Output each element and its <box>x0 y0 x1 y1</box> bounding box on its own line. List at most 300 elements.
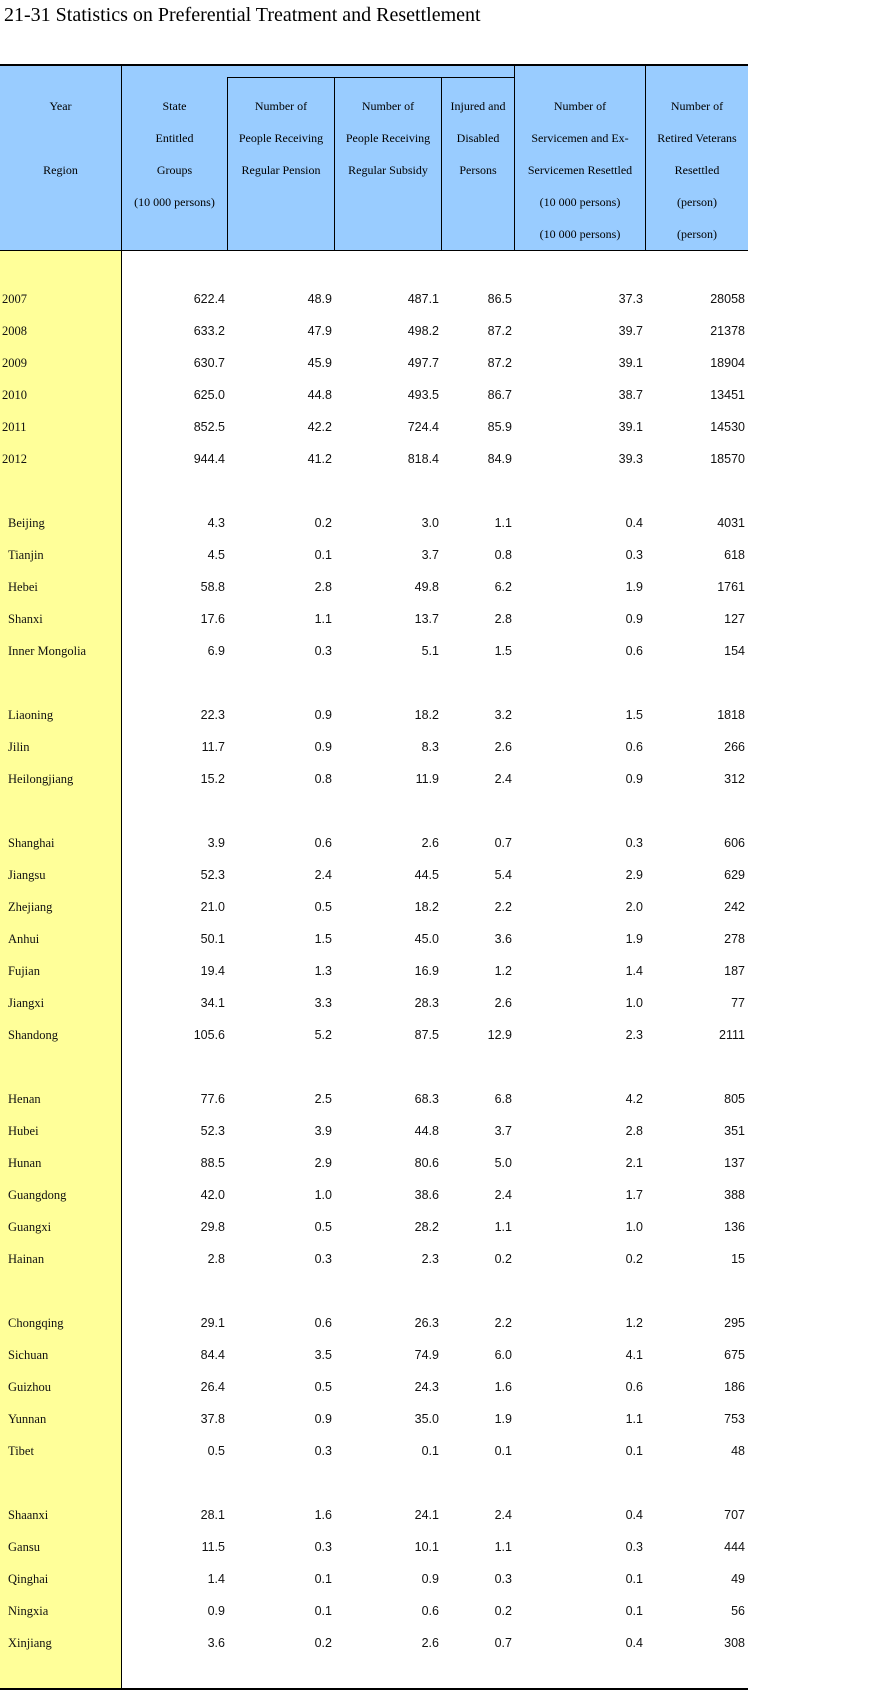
value-cell: 5.1 <box>421 644 439 658</box>
value-cell: 4.3 <box>207 516 225 530</box>
region-cell: Sichuan <box>8 1348 49 1362</box>
year-cell: 2009 <box>2 356 27 370</box>
value-cell: 0.9 <box>421 1572 439 1586</box>
value-cell: 2.8 <box>314 580 332 594</box>
value-cell: 11.9 <box>415 772 439 786</box>
value-cell: 1.1 <box>494 516 512 530</box>
page-title: 21-31 Statistics on Preferential Treatment and Resettlement <box>4 4 481 26</box>
table-row <box>0 539 748 571</box>
value-cell: 39.7 <box>618 324 643 338</box>
value-cell: 0.2 <box>314 1636 332 1650</box>
value-cell: 388 <box>724 1188 745 1202</box>
value-cell: 4.1 <box>625 1348 643 1362</box>
value-cell: 3.6 <box>207 1636 225 1650</box>
value-cell: 86.7 <box>487 388 512 402</box>
value-cell: 0.3 <box>494 1572 512 1586</box>
value-cell: 49.8 <box>414 580 439 594</box>
header-servicemen-resettled: Number of Servicemen and Ex- Servicemen Resettled (10 000 persons) (10 000 persons) <box>527 99 633 241</box>
table-row <box>0 1371 748 1403</box>
value-cell: 41.2 <box>307 452 332 466</box>
region-cell: Inner Mongolia <box>8 644 87 658</box>
header-bottom-rule <box>0 250 748 251</box>
value-cell: 0.4 <box>625 516 643 530</box>
value-cell: 88.5 <box>200 1156 225 1170</box>
region-cell: Beijing <box>8 516 45 530</box>
year-cell: 2008 <box>2 324 27 338</box>
value-cell: 0.5 <box>207 1444 225 1458</box>
region-cell: Hebei <box>8 580 38 594</box>
value-cell: 52.3 <box>200 868 225 882</box>
value-cell: 805 <box>724 1092 745 1106</box>
value-cell: 753 <box>724 1412 745 1426</box>
region-cell: Ningxia <box>8 1604 49 1618</box>
value-cell: 0.1 <box>625 1444 643 1458</box>
table-row <box>0 859 748 891</box>
region-cell: Qinghai <box>8 1572 49 1586</box>
value-cell: 26.4 <box>200 1380 225 1394</box>
value-cell: 2.1 <box>625 1156 643 1170</box>
table-row <box>0 827 748 859</box>
value-cell: 39.1 <box>618 356 643 370</box>
value-cell: 0.3 <box>625 548 643 562</box>
region-cell: Tibet <box>8 1444 34 1458</box>
region-cell: Hunan <box>8 1156 42 1170</box>
value-cell: 1.6 <box>494 1380 512 1394</box>
subheader-rule <box>227 77 515 78</box>
table-row <box>0 571 748 603</box>
value-cell: 0.3 <box>625 1540 643 1554</box>
value-cell: 0.6 <box>314 1316 332 1330</box>
region-cell: Chongqing <box>8 1316 64 1330</box>
value-cell: 1.5 <box>625 708 643 722</box>
value-cell: 3.9 <box>314 1124 332 1138</box>
value-cell: 2.6 <box>494 996 512 1010</box>
value-cell: 42.0 <box>200 1188 225 1202</box>
value-cell: 308 <box>724 1636 745 1650</box>
value-cell: 2.8 <box>494 612 512 626</box>
value-cell: 85.9 <box>487 420 512 434</box>
value-cell: 0.1 <box>625 1572 643 1586</box>
value-cell: 707 <box>724 1508 745 1522</box>
region-cell: Xinjiang <box>8 1636 52 1650</box>
value-cell: 39.1 <box>618 420 643 434</box>
value-cell: 0.3 <box>314 1444 332 1458</box>
value-cell: 187 <box>724 964 745 978</box>
region-cell: Zhejiang <box>8 900 53 914</box>
year-cell: 2007 <box>2 292 27 306</box>
table-row <box>0 699 748 731</box>
value-cell: 242 <box>724 900 745 914</box>
value-cell: 2.4 <box>494 1188 512 1202</box>
value-cell: 29.1 <box>200 1316 225 1330</box>
value-cell: 87.2 <box>487 356 512 370</box>
value-cell: 606 <box>724 836 745 850</box>
value-cell: 633.2 <box>193 324 225 338</box>
value-cell: 2.2 <box>494 1316 512 1330</box>
value-cell: 50.1 <box>200 932 225 946</box>
value-cell: 1.4 <box>207 1572 225 1586</box>
value-cell: 2.2 <box>494 900 512 914</box>
value-cell: 444 <box>724 1540 745 1554</box>
value-cell: 0.9 <box>314 1412 332 1426</box>
value-cell: 0.2 <box>494 1252 512 1266</box>
value-cell: 622.4 <box>193 292 225 306</box>
value-cell: 4.5 <box>207 548 225 562</box>
value-cell: 11.5 <box>201 1540 225 1554</box>
table-row <box>0 1019 748 1051</box>
value-cell: 87.2 <box>487 324 512 338</box>
value-cell: 11.7 <box>201 740 225 754</box>
header-retired-veterans: Number of Retired Veterans Resettled (person) (person) <box>657 99 737 241</box>
value-cell: 1.5 <box>494 644 512 658</box>
table-row <box>0 763 748 795</box>
value-cell: 3.0 <box>421 516 439 530</box>
table-row <box>0 1403 748 1435</box>
value-cell: 0.3 <box>625 836 643 850</box>
header-regular-subsidy: Number of People Receiving Regular Subsidy <box>345 99 431 177</box>
value-cell: 852.5 <box>193 420 225 434</box>
value-cell: 675 <box>724 1348 745 1362</box>
table-row <box>0 1435 748 1467</box>
value-cell: 87.5 <box>414 1028 439 1042</box>
value-cell: 28.3 <box>414 996 439 1010</box>
value-cell: 3.7 <box>421 548 439 562</box>
value-cell: 2.6 <box>421 1636 439 1650</box>
table-row <box>0 1211 748 1243</box>
year-cell: 2011 <box>2 420 27 434</box>
region-cell: Shandong <box>8 1028 58 1042</box>
table-row <box>0 1627 748 1659</box>
value-cell: 38.7 <box>618 388 643 402</box>
region-cell: Shanxi <box>8 612 43 626</box>
region-cell: Heilongjiang <box>8 772 74 786</box>
value-cell: 15.2 <box>200 772 225 786</box>
value-cell: 154 <box>724 644 745 658</box>
header-top-rule <box>0 64 748 66</box>
value-cell: 10.1 <box>414 1540 439 1554</box>
region-cell: Jilin <box>8 740 30 754</box>
value-cell: 0.7 <box>494 836 512 850</box>
region-cell: Fujian <box>8 964 40 978</box>
value-cell: 3.9 <box>207 836 225 850</box>
value-cell: 1.4 <box>625 964 643 978</box>
table-row <box>0 347 748 379</box>
table-row <box>0 1563 748 1595</box>
value-cell: 127 <box>724 612 745 626</box>
table-row <box>0 379 748 411</box>
value-cell: 0.3 <box>314 1252 332 1266</box>
value-cell: 3.5 <box>314 1348 332 1362</box>
table-row <box>0 891 748 923</box>
value-cell: 2.5 <box>314 1092 332 1106</box>
value-cell: 1.9 <box>625 932 643 946</box>
value-cell: 1.7 <box>625 1188 643 1202</box>
value-cell: 4031 <box>717 516 745 530</box>
region-cell: Hubei <box>8 1124 39 1138</box>
value-cell: 21.0 <box>200 900 225 914</box>
value-cell: 58.8 <box>200 580 225 594</box>
value-cell: 0.2 <box>314 516 332 530</box>
table-row <box>0 635 748 667</box>
region-cell: Guizhou <box>8 1380 52 1394</box>
value-cell: 84.4 <box>200 1348 225 1362</box>
value-cell: 0.9 <box>207 1604 225 1618</box>
value-cell: 2.4 <box>494 1508 512 1522</box>
value-cell: 86.5 <box>487 292 512 306</box>
region-cell: Henan <box>8 1092 41 1106</box>
value-cell: 77 <box>731 996 745 1010</box>
table-row <box>0 1115 748 1147</box>
value-cell: 2.3 <box>421 1252 439 1266</box>
value-cell: 18.2 <box>414 900 439 914</box>
header-state-entitled-groups: State Entitled Groups (10 000 persons) <box>134 99 215 209</box>
value-cell: 2.4 <box>314 868 332 882</box>
value-cell: 6.2 <box>494 580 512 594</box>
value-cell: 0.6 <box>314 836 332 850</box>
table-row <box>0 1499 748 1531</box>
value-cell: 0.9 <box>625 612 643 626</box>
value-cell: 1.3 <box>314 964 332 978</box>
value-cell: 1.1 <box>314 612 332 626</box>
value-cell: 39.3 <box>618 452 643 466</box>
value-cell: 28058 <box>710 292 745 306</box>
table-row <box>0 1339 748 1371</box>
table-row <box>0 1531 748 1563</box>
value-cell: 1.9 <box>494 1412 512 1426</box>
value-cell: 8.3 <box>421 740 439 754</box>
value-cell: 14530 <box>710 420 745 434</box>
value-cell: 48.9 <box>307 292 332 306</box>
value-cell: 0.1 <box>314 548 332 562</box>
value-cell: 1.0 <box>625 1220 643 1234</box>
value-cell: 0.8 <box>494 548 512 562</box>
value-cell: 2.3 <box>625 1028 643 1042</box>
region-cell: Hainan <box>8 1252 45 1266</box>
table-row <box>0 987 748 1019</box>
value-cell: 295 <box>724 1316 745 1330</box>
region-cell: Jiangsu <box>8 868 46 882</box>
value-cell: 1.1 <box>494 1540 512 1554</box>
value-cell: 74.9 <box>414 1348 439 1362</box>
statistics-table <box>0 64 748 1690</box>
value-cell: 18904 <box>710 356 745 370</box>
table-row <box>0 315 748 347</box>
region-cell: Guangxi <box>8 1220 52 1234</box>
value-cell: 0.3 <box>314 1540 332 1554</box>
value-cell: 2.6 <box>421 836 439 850</box>
table-row <box>0 731 748 763</box>
value-cell: 3.6 <box>494 932 512 946</box>
value-cell: 6.0 <box>494 1348 512 1362</box>
value-cell: 26.3 <box>414 1316 439 1330</box>
value-cell: 19.4 <box>200 964 225 978</box>
table-row <box>0 283 748 315</box>
value-cell: 1.2 <box>625 1316 643 1330</box>
value-cell: 22.3 <box>200 708 225 722</box>
table-row <box>0 923 748 955</box>
value-cell: 0.4 <box>625 1508 643 1522</box>
value-cell: 18570 <box>710 452 745 466</box>
value-cell: 1.2 <box>494 964 512 978</box>
value-cell: 136 <box>724 1220 745 1234</box>
value-cell: 1761 <box>717 580 745 594</box>
table-row <box>0 603 748 635</box>
value-cell: 45.9 <box>307 356 332 370</box>
value-cell: 6.8 <box>494 1092 512 1106</box>
value-cell: 498.2 <box>407 324 439 338</box>
region-cell: Shanghai <box>8 836 55 850</box>
value-cell: 5.0 <box>494 1156 512 1170</box>
value-cell: 49 <box>731 1572 745 1586</box>
value-cell: 0.7 <box>494 1636 512 1650</box>
value-cell: 105.6 <box>193 1028 225 1042</box>
value-cell: 629 <box>724 868 745 882</box>
value-cell: 44.8 <box>307 388 332 402</box>
value-cell: 13451 <box>710 388 745 402</box>
value-cell: 0.6 <box>421 1604 439 1618</box>
value-cell: 0.6 <box>625 1380 643 1394</box>
value-cell: 84.9 <box>487 452 512 466</box>
value-cell: 0.5 <box>314 1380 332 1394</box>
value-cell: 21378 <box>710 324 745 338</box>
table-row <box>0 1179 748 1211</box>
value-cell: 2.4 <box>494 772 512 786</box>
value-cell: 0.1 <box>494 1444 512 1458</box>
value-cell: 137 <box>724 1156 745 1170</box>
header-injured-disabled: Injured and Disabled Persons <box>450 99 506 177</box>
region-cell: Liaoning <box>8 708 54 722</box>
value-cell: 37.8 <box>200 1412 225 1426</box>
value-cell: 493.5 <box>407 388 439 402</box>
value-cell: 1.6 <box>314 1508 332 1522</box>
value-cell: 2.9 <box>314 1156 332 1170</box>
value-cell: 0.1 <box>421 1444 439 1458</box>
value-cell: 24.3 <box>414 1380 439 1394</box>
value-cell: 42.2 <box>307 420 332 434</box>
value-cell: 5.4 <box>494 868 512 882</box>
table-row <box>0 1307 748 1339</box>
value-cell: 38.6 <box>414 1188 439 1202</box>
value-cell: 24.1 <box>414 1508 439 1522</box>
value-cell: 0.4 <box>625 1636 643 1650</box>
value-cell: 4.2 <box>625 1092 643 1106</box>
value-cell: 1.0 <box>314 1188 332 1202</box>
value-cell: 16.9 <box>414 964 439 978</box>
value-cell: 28.1 <box>200 1508 225 1522</box>
value-cell: 0.2 <box>625 1252 643 1266</box>
value-cell: 29.8 <box>200 1220 225 1234</box>
value-cell: 3.7 <box>494 1124 512 1138</box>
region-cell: Gansu <box>8 1540 40 1554</box>
region-cell: Shaanxi <box>8 1508 49 1522</box>
value-cell: 0.6 <box>625 644 643 658</box>
value-cell: 52.3 <box>200 1124 225 1138</box>
value-cell: 944.4 <box>193 452 225 466</box>
value-cell: 618 <box>724 548 745 562</box>
value-cell: 35.0 <box>414 1412 439 1426</box>
table-bottom-rule <box>0 1688 748 1690</box>
value-cell: 68.3 <box>414 1092 439 1106</box>
value-cell: 3.3 <box>314 996 332 1010</box>
value-cell: 1.5 <box>314 932 332 946</box>
value-cell: 80.6 <box>414 1156 439 1170</box>
value-cell: 625.0 <box>193 388 225 402</box>
value-cell: 1.9 <box>625 580 643 594</box>
value-cell: 0.1 <box>314 1604 332 1618</box>
value-cell: 2111 <box>719 1028 745 1042</box>
value-cell: 3.2 <box>494 708 512 722</box>
value-cell: 44.5 <box>414 868 439 882</box>
value-cell: 312 <box>724 772 745 786</box>
value-cell: 0.2 <box>494 1604 512 1618</box>
region-cell: Guangdong <box>8 1188 67 1202</box>
value-cell: 1818 <box>717 708 745 722</box>
value-cell: 278 <box>724 932 745 946</box>
value-cell: 77.6 <box>200 1092 225 1106</box>
value-cell: 0.9 <box>314 740 332 754</box>
value-cell: 351 <box>724 1124 745 1138</box>
table-row <box>0 1243 748 1275</box>
table-row <box>0 507 748 539</box>
value-cell: 0.6 <box>625 740 643 754</box>
value-cell: 18.2 <box>414 708 439 722</box>
value-cell: 0.1 <box>314 1572 332 1586</box>
region-cell: Yunnan <box>8 1412 47 1426</box>
table-row <box>0 955 748 987</box>
value-cell: 45.0 <box>414 932 439 946</box>
table-row <box>0 1083 748 1115</box>
value-cell: 487.1 <box>407 292 439 306</box>
value-cell: 1.1 <box>494 1220 512 1234</box>
value-cell: 497.7 <box>407 356 439 370</box>
value-cell: 17.6 <box>200 612 225 626</box>
region-cell: Tianjin <box>8 548 44 562</box>
table-row <box>0 443 748 475</box>
year-cell: 2010 <box>2 388 27 402</box>
value-cell: 34.1 <box>200 996 225 1010</box>
region-cell: Anhui <box>8 932 40 946</box>
value-cell: 1.1 <box>625 1412 643 1426</box>
value-cell: 56 <box>731 1604 745 1618</box>
value-cell: 13.7 <box>414 612 439 626</box>
value-cell: 2.6 <box>494 740 512 754</box>
value-cell: 0.5 <box>314 1220 332 1234</box>
value-cell: 47.9 <box>307 324 332 338</box>
value-cell: 15 <box>731 1252 745 1266</box>
value-cell: 2.9 <box>625 868 643 882</box>
value-cell: 0.8 <box>314 772 332 786</box>
table-row <box>0 411 748 443</box>
value-cell: 2.8 <box>625 1124 643 1138</box>
value-cell: 266 <box>724 740 745 754</box>
value-cell: 1.0 <box>625 996 643 1010</box>
value-cell: 0.9 <box>314 708 332 722</box>
value-cell: 44.8 <box>414 1124 439 1138</box>
value-cell: 48 <box>731 1444 745 1458</box>
value-cell: 2.8 <box>207 1252 225 1266</box>
value-cell: 37.3 <box>618 292 643 306</box>
value-cell: 28.2 <box>414 1220 439 1234</box>
value-cell: 630.7 <box>193 356 225 370</box>
value-cell: 186 <box>724 1380 745 1394</box>
header-regular-pension: Number of People Receiving Regular Pension <box>238 99 324 177</box>
table-row <box>0 1595 748 1627</box>
value-cell: 0.1 <box>625 1604 643 1618</box>
value-cell: 724.4 <box>407 420 439 434</box>
year-cell: 2012 <box>2 452 27 466</box>
region-cell: Jiangxi <box>8 996 45 1010</box>
value-cell: 0.3 <box>314 644 332 658</box>
